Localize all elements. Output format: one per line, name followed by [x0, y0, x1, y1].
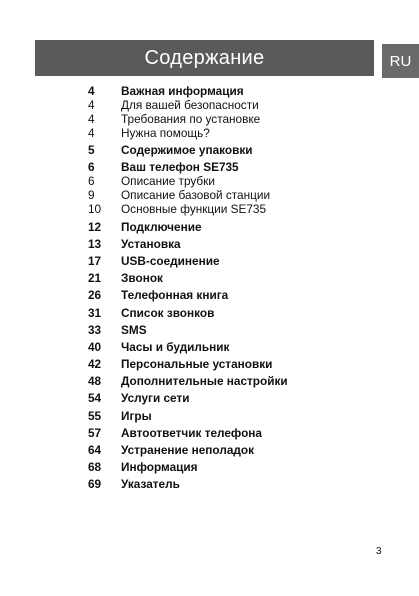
toc-title: Нужна помощь?: [121, 126, 210, 140]
toc-title: Автоответчик телефона: [121, 425, 262, 440]
toc-title: Описание базовой станции: [121, 188, 271, 203]
toc-title: Установка: [121, 236, 181, 251]
toc-title: Содержимое упаковки: [121, 143, 253, 158]
toc-page-number: 12: [88, 219, 102, 234]
toc-page-number: 54: [88, 391, 102, 406]
toc-page-number: 33: [88, 322, 102, 337]
toc-title: Устранение неполадок: [121, 443, 254, 457]
toc-page-number: 68: [88, 460, 102, 475]
toc-entry[interactable]: [88, 254, 388, 268]
toc-entry[interactable]: [88, 271, 388, 285]
table-of-contents: [88, 84, 388, 491]
toc-entry[interactable]: [88, 84, 388, 98]
toc-entry[interactable]: [88, 202, 388, 216]
toc-entry[interactable]: [88, 288, 388, 302]
toc-page-number: 4: [88, 98, 95, 112]
toc-entry[interactable]: [88, 112, 388, 126]
toc-title: Ваш телефон SE735: [121, 160, 239, 175]
toc-page-number: 4: [88, 126, 95, 140]
toc-entry[interactable]: [88, 306, 388, 320]
toc-entry[interactable]: [88, 98, 388, 112]
toc-entry[interactable]: [88, 477, 388, 491]
language-label: RU: [389, 52, 412, 70]
toc-page-number: 26: [88, 288, 102, 303]
page-number: 3: [376, 546, 382, 557]
toc-page-number: 69: [88, 477, 102, 492]
toc-title: Информация: [121, 460, 198, 475]
toc-page-number: 31: [88, 305, 102, 320]
toc-title: Часы и будильник: [121, 339, 230, 354]
toc-page-number: 4: [88, 84, 95, 98]
toc-entry[interactable]: [88, 143, 388, 157]
toc-page-number: 57: [88, 425, 102, 440]
toc-entry[interactable]: [88, 374, 388, 388]
toc-page-number: 9: [88, 188, 95, 203]
toc-page-number: 5: [88, 143, 95, 158]
toc-title: Телефонная книга: [121, 288, 229, 303]
toc-title: Игры: [121, 408, 152, 423]
toc-title: Звонок: [121, 271, 163, 286]
toc-title: Важная информация: [121, 84, 244, 98]
toc-page-number: 4: [88, 112, 95, 126]
toc-page-number: 42: [88, 357, 102, 372]
toc-title: Персональные установки: [121, 357, 273, 372]
toc-title: Основные функции SE735: [121, 202, 267, 217]
toc-entry[interactable]: [88, 357, 388, 371]
toc-title: Услуги сети: [121, 391, 190, 406]
toc-title: Требования по установке: [121, 112, 261, 126]
toc-entry[interactable]: [88, 174, 388, 188]
toc-title: Дополнительные настройки: [121, 374, 288, 389]
toc-entry[interactable]: [88, 188, 388, 202]
toc-page-number: 6: [88, 174, 95, 189]
toc-entry[interactable]: [88, 460, 388, 474]
toc-page-number: 48: [88, 374, 102, 389]
toc-title: Для вашей безопасности: [121, 98, 259, 112]
toc-page-number: 64: [88, 443, 102, 457]
toc-page-number: 55: [88, 408, 102, 423]
toc-title: SMS: [121, 322, 147, 337]
toc-page-number: 40: [88, 339, 102, 354]
toc-entry[interactable]: [88, 340, 388, 354]
toc-entry[interactable]: [88, 160, 388, 174]
toc-title: USB-соединение: [121, 253, 220, 268]
toc-entry[interactable]: [88, 443, 388, 457]
toc-title: Список звонков: [121, 305, 215, 320]
toc-page-number: 13: [88, 236, 102, 251]
toc-title: Описание трубки: [121, 174, 215, 189]
toc-entry[interactable]: [88, 426, 388, 440]
toc-entry[interactable]: [88, 391, 388, 405]
toc-entry[interactable]: [88, 126, 388, 140]
toc-entry[interactable]: [88, 237, 388, 251]
toc-entry[interactable]: [88, 409, 388, 423]
header-bar: [35, 40, 374, 76]
page-title: Содержание: [144, 46, 265, 69]
toc-entry[interactable]: [88, 220, 388, 234]
toc-entry[interactable]: [88, 323, 388, 337]
toc-title: Указатель: [121, 477, 180, 492]
toc-page-number: 6: [88, 160, 95, 175]
toc-page-number: 10: [88, 202, 102, 217]
toc-title: Подключение: [121, 219, 202, 234]
toc-page-number: 21: [88, 271, 102, 286]
toc-page-number: 17: [88, 253, 102, 268]
language-tab: [382, 44, 419, 78]
